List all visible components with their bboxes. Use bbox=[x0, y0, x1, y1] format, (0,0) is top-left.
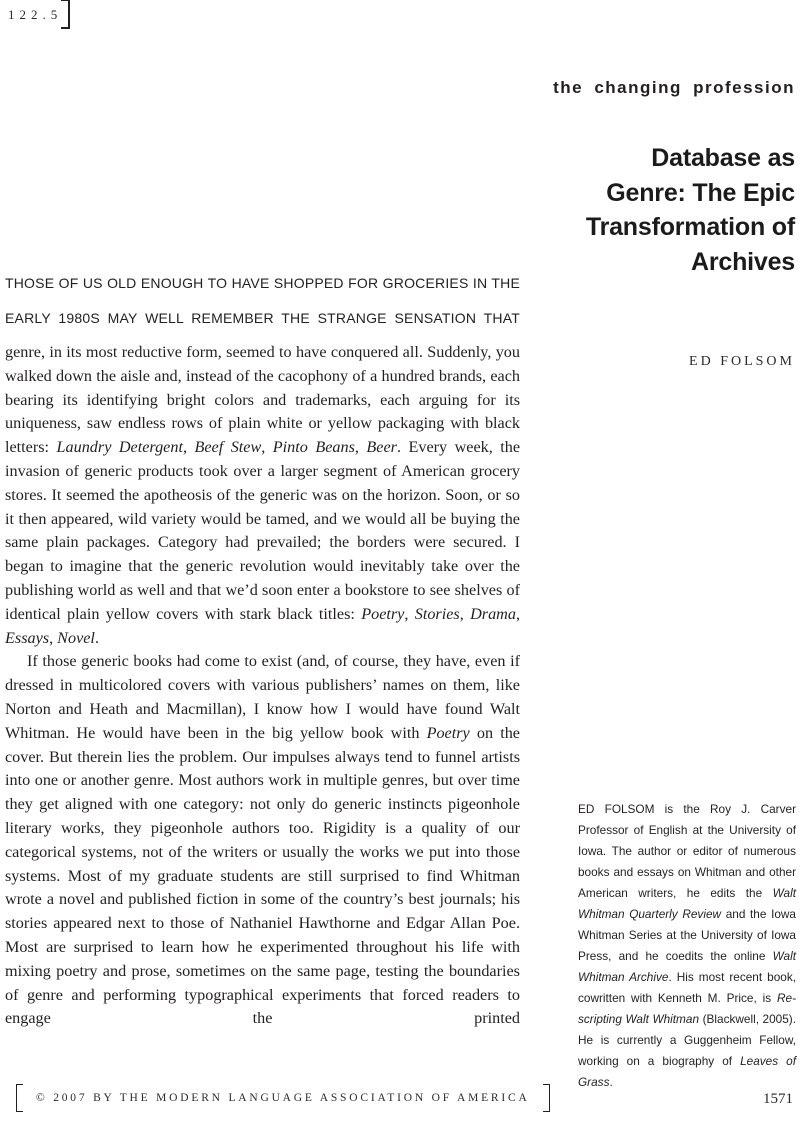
body-paragraph: genre, in its most reductive form, seemed to have conquered all. Suddenly, you walked down the aisle and, instead of the cacophony of a hundred brands, each bearing its identifying bright colors and trademarks, each arguing for its uniqueness, saw endless rows of plain white or yellow packaging with black letters: Laundry Detergent, Beef Stew, Pinto Beans, Beer. Every week, the invasion of generic products took over a larger segment of American grocery stores. It seemed the apotheosis of the generic was on the horizon. Soon, or so it then appeared, wild variety would be tamed, and we would all be buying the same plain packages. Category had prevailed; the borders were secured. I began to imagine that the generic revolution would inevitably take over the publishing world as well and that we’d soon enter a bookstore to see shelves of identical plain yellow covers with stark black titles: Poetry, Stories, Drama, Essays, Novel. bbox=[5, 343, 521, 647]
footer-bracket-left bbox=[16, 1084, 23, 1112]
author-name: ED FOLSOM bbox=[689, 354, 795, 369]
body-paragraph: If those generic books had come to exist (and, of course, they have, even if dressed in multicolored covers with various publishers’ names on them, like Norton and Heath and Macmillan), I know how I would have found Walt Whitman. He would have been in the big yellow book with Poetry on the cover. But therein lies the problem. Our impulses always tend to funnel artists into one or another genre. Most authors work in multiple genres, but over time they get aligned with one category: not only do generic instincts pigeonhole literary works, they pigeonhole authors too. Rigidity is a quality of our categorical systems, not of the writers or usually the works we put into those systems. Most of my graduate students are still surprised to find Whitman wrote a novel and published fiction in some of the country’s best journals; his stories appeared next to those of Nathaniel Hawthorne and Edgar Allan Poe. Most are surprised to learn how he experimented throughout his life with mixing poetry and prose, sometimes on the same page, testing the boundaries of genre and performing typographical experiments that forced readers to engage the printed bbox=[5, 652, 520, 1028]
copyright-text: © 2007 BY THE MODERN LANGUAGE ASSOCIATION OF AMERICA bbox=[36, 1092, 530, 1104]
copyright-footer bbox=[16, 1084, 550, 1112]
author-bio: ED FOLSOM is the Roy J. Carver Professor of English at the University of Iowa. The author or editor of numerous books and essays on Whitman and other American writers, he edits the Walt Whitman Quarterly Review and the Iowa Whitman Series at the University of Iowa Press, and he coedits the online Walt Whitman Archive. His most recent book, cowritten with Kenneth M. Price, is Re-scripting Walt Whitman (Blackwell, 2005). He is currently a Guggenheim Fellow, working on a biography of Leaves of Grass. bbox=[578, 802, 797, 1089]
article-title bbox=[495, 141, 795, 279]
title-line: Genre: The Epic bbox=[606, 178, 795, 207]
footer-bracket-right bbox=[543, 1084, 550, 1112]
title-line: Database as bbox=[651, 144, 795, 172]
issue-bracket-ornament bbox=[61, 0, 70, 29]
journal-issue-number: 122.5 bbox=[8, 7, 63, 22]
lead-in-caps: THOSE OF US OLD ENOUGH TO HAVE SHOPPED FOR GROCERIES IN THE EARLY 1980S MAY WELL REMEMBER THE STRANGE SENSATION THAT bbox=[5, 275, 520, 326]
section-label: the changing profession bbox=[553, 78, 795, 97]
article-body bbox=[5, 266, 520, 1031]
page-number: 1571 bbox=[763, 1091, 793, 1107]
title-line: Archives bbox=[690, 247, 795, 276]
title-line: Transformation of bbox=[585, 213, 795, 241]
